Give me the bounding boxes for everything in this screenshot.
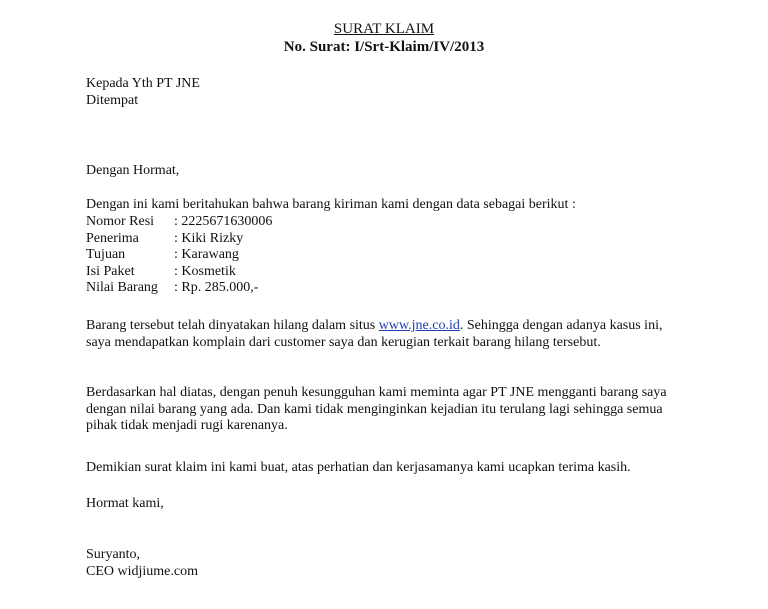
paragraph-loss-notice — [86, 318, 686, 351]
detail-row — [86, 280, 272, 297]
detail-label: Tujuan — [86, 247, 126, 262]
detail-row — [86, 231, 272, 248]
jne-website-link[interactable]: www.jne.co.id — [378, 318, 460, 333]
details-table — [86, 214, 272, 297]
detail-value: : 2225671630006 — [174, 214, 273, 229]
paragraph-request: Berdasarkan hal diatas, dengan penuh kesungguhan kami meminta agar PT JNE mengganti barang saya dengan nilai barang yang ada. Dan kami tidak menginginkan kejadian itu terulang lagi sehingga semua pihak tidak menjadi rugi karenanya. — [86, 385, 667, 433]
detail-label: Nilai Barang — [86, 280, 158, 295]
detail-row — [86, 214, 272, 231]
detail-label: Nomor Resi — [86, 214, 155, 229]
detail-value: : Kiki Rizky — [174, 230, 244, 246]
detail-label: Penerima — [86, 230, 139, 246]
letter-title: SURAT KLAIM — [333, 21, 435, 37]
paragraph-text: . Sehingga dengan adanya kasus ini, saya mendapatkan komplain dari customer saya dan kerugian terkait barang hilang tersebut. — [86, 318, 663, 350]
detail-row — [86, 264, 272, 281]
detail-value: : Kosmetik — [174, 263, 236, 279]
signature-title: CEO widjiume.com — [86, 563, 198, 579]
recipient-block — [86, 76, 200, 109]
letter-heading — [0, 20, 768, 56]
signature-name: Suryanto, — [86, 547, 141, 562]
intro-text: Dengan ini kami beritahukan bahwa barang kiriman kami dengan data sebagai berikut : — [86, 197, 576, 212]
recipient-line-1: Kepada Yth PT JNE — [86, 76, 200, 91]
greeting: Dengan Hormat, — [86, 163, 180, 178]
signature-block — [86, 547, 198, 580]
closing-salutation: Hormat kami, — [86, 496, 164, 511]
detail-value: : Rp. 285.000,- — [174, 280, 259, 295]
recipient-line-2: Ditempat — [86, 92, 139, 108]
paragraph-text: Barang tersebut telah dinyatakan hilang dalam situs — [86, 318, 379, 333]
detail-value: : Karawang — [174, 247, 239, 262]
detail-row — [86, 247, 272, 264]
detail-label: Isi Paket — [86, 263, 135, 279]
paragraph-closing: Demikian surat klaim ini kami buat, atas perhatian dan kerjasamanya kami ucapkan terima kasih. — [86, 460, 631, 475]
letter-number: No. Surat: I/Srt-Klaim/IV/2013 — [283, 39, 485, 55]
